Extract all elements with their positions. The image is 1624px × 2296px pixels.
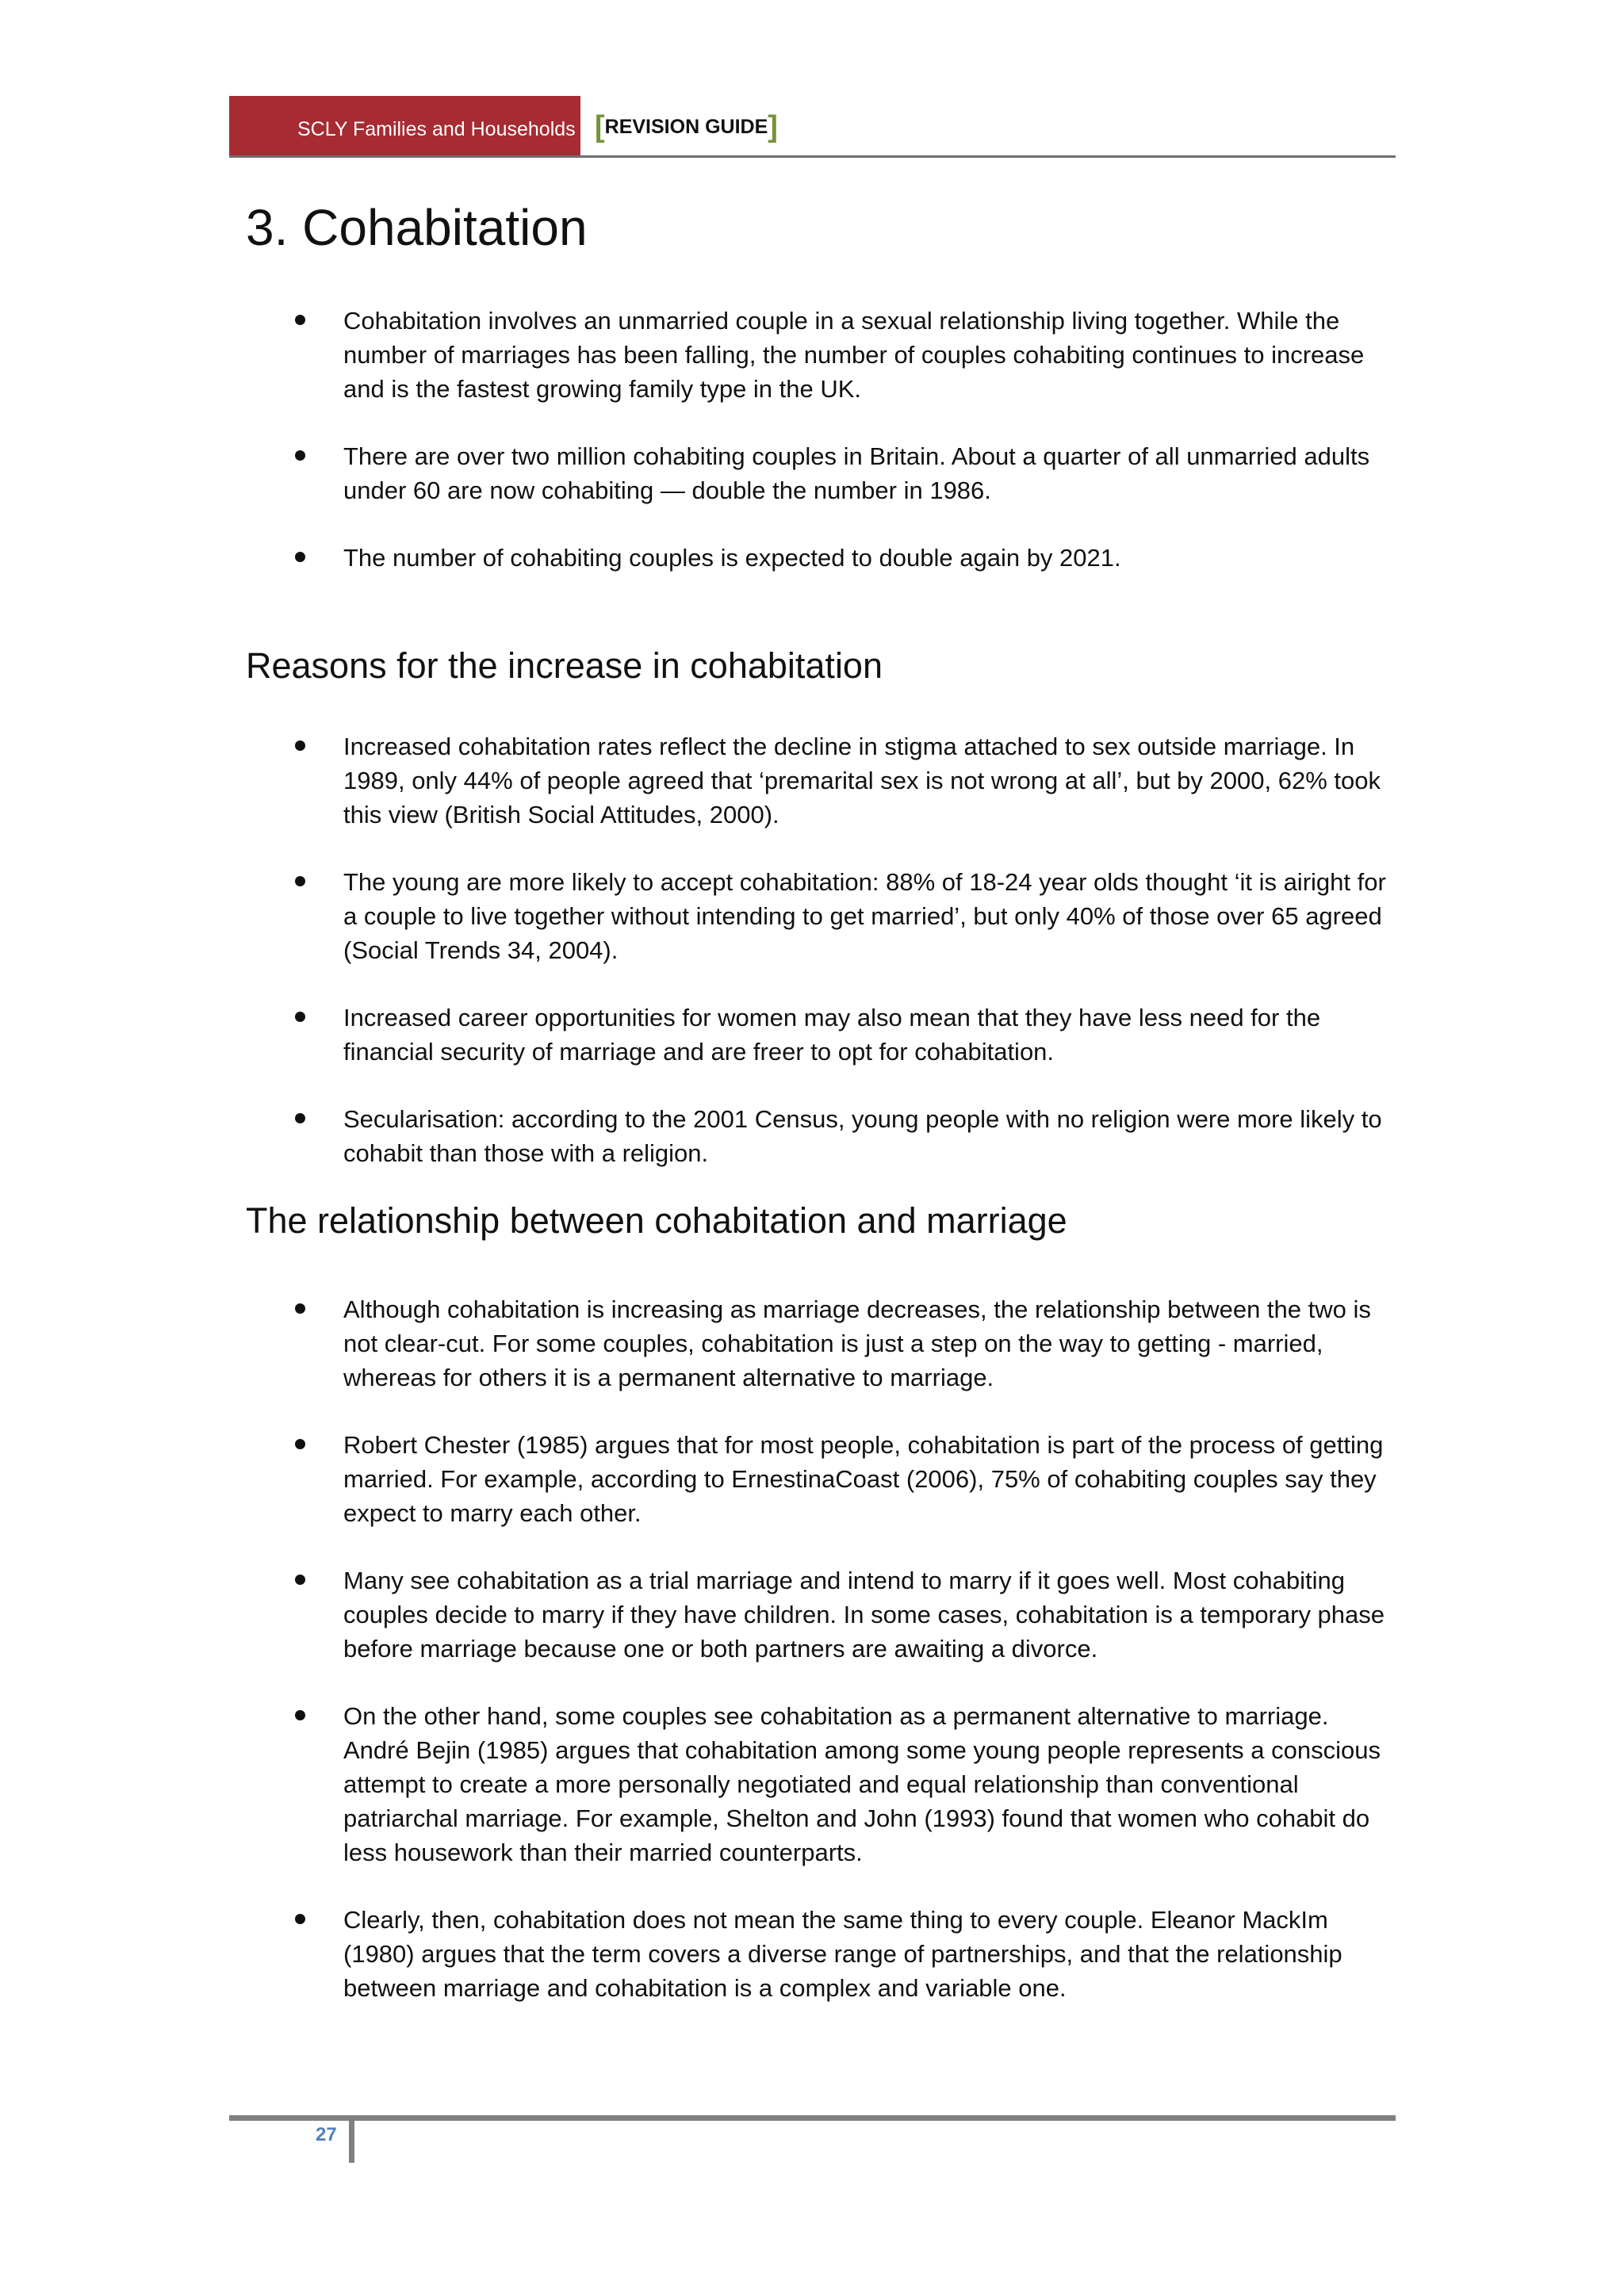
guide-bracket-close: ] xyxy=(768,110,778,144)
bullet-text: The young are more likely to accept cohabitation: 88% of 18-24 year olds thought ‘it is airight for a couple to live together without intending to get married’, but only 40% of those over 65 agreed (Social Trends 34, 2004). xyxy=(343,868,1386,964)
bullet-text: Secularisation: according to the 2001 Census, young people with no religion were more likely to cohabit than those with a religion. xyxy=(343,1105,1382,1167)
page-number: 27 xyxy=(316,2124,337,2145)
reasons-bullet xyxy=(293,865,1387,967)
bullet-text: On the other hand, some couples see cohabitation as a permanent alternative to marriage. André Bejin (1985) argues that cohabitation among some young people represents a conscious attempt to create a more personally negotiated and equal relationship than conventional patriarchal marriage. For example, Shelton and John (1993) found that women who cohabit do less housework than their married counterparts. xyxy=(343,1702,1381,1866)
bullet-text: Clearly, then, cohabitation does not mean the same thing to every couple. Eleanor MackIm (1980) argues that the term covers a diverse range of partnerships, and that the relationship between marriage and cohabitation is a complex and variable one. xyxy=(343,1906,1342,2002)
bullet-text: There are over two million cohabiting couples in Britain. About a quarter of all unmarried adults under 60 are now cohabiting — double the number in 1986. xyxy=(343,442,1370,504)
bullet-text: Increased career opportunities for women may also mean that they have less need for the financial security of marriage and are freer to opt for cohabitation. xyxy=(343,1004,1321,1066)
bullet-text: Many see cohabitation as a trial marriage and intend to marry if it goes well. Most cohabiting couples decide to marry if they have children. In some cases, cohabitation is a temporary phase before marriage because one or both partners are awaiting a divorce. xyxy=(343,1567,1385,1663)
revision-guide-label xyxy=(595,112,778,142)
bullet-point-icon xyxy=(295,1303,305,1314)
bullet-point-icon xyxy=(295,315,305,325)
guide-bracket-open: [ xyxy=(595,110,605,144)
reasons-bullet xyxy=(293,1102,1387,1170)
bullet-point-icon xyxy=(295,1914,305,1924)
bullet-text: The number of cohabiting couples is expected to double again by 2021. xyxy=(343,544,1121,572)
intro-bullet xyxy=(293,541,1387,575)
relationship-bullet xyxy=(293,1699,1387,1869)
bullet-point-icon xyxy=(295,1575,305,1585)
intro-bullet-list xyxy=(293,304,1387,575)
bullet-point-icon xyxy=(295,876,305,886)
relationship-heading: The relationship between cohabitation and marriage xyxy=(246,1200,1067,1241)
bullet-point-icon xyxy=(295,740,305,751)
relationship-bullet xyxy=(293,1563,1387,1666)
relationship-bullet xyxy=(293,1428,1387,1530)
bullet-point-icon xyxy=(295,1439,305,1449)
relationship-bullet xyxy=(293,1903,1387,2005)
bullet-text: Although cohabitation is increasing as marriage decreases, the relationship between the two is not clear-cut. For some couples, cohabitation is just a step on the way to getting - married, whereas for others it is a permanent alternative to marriage. xyxy=(343,1295,1371,1391)
bullet-point-icon xyxy=(295,1710,305,1720)
intro-bullet xyxy=(293,439,1387,507)
bullet-text: Robert Chester (1985) argues that for most people, cohabitation is part of the process of getting married. For example, according to ErnestinaCoast (2006), 75% of cohabiting couples say they expect to marry each other. xyxy=(343,1431,1384,1527)
bullet-point-icon xyxy=(295,1113,305,1123)
bullet-text: Increased cohabitation rates reflect the decline in stigma attached to sex outside marriage. In 1989, only 44% of people agreed that ‘premarital sex is not wrong at all’, but by 2000, 62% took this view (British Social Attitudes, 2000). xyxy=(343,733,1381,828)
footer-rule xyxy=(229,2115,1396,2121)
page-title: 3. Cohabitation xyxy=(246,199,588,256)
bullet-point-icon xyxy=(295,1012,305,1022)
relationship-bullet-list xyxy=(293,1292,1387,2005)
guide-label: REVISION GUIDE xyxy=(604,116,768,138)
reasons-heading: Reasons for the increase in cohabitation xyxy=(246,645,883,686)
bullet-text: Cohabitation involves an unmarried couple in a sexual relationship living together. While the number of marriages has been falling, the number of couples cohabiting continues to increase and is the fastest growing family type in the UK. xyxy=(343,307,1365,403)
course-title: SCLY Families and Households xyxy=(297,118,576,140)
reasons-bullet xyxy=(293,1001,1387,1069)
reasons-bullet xyxy=(293,729,1387,832)
footer-divider xyxy=(349,2115,354,2163)
reasons-bullet-list xyxy=(293,729,1387,1170)
intro-bullet xyxy=(293,304,1387,406)
header-rule xyxy=(229,155,1396,158)
bullet-point-icon xyxy=(295,450,305,461)
relationship-bullet xyxy=(293,1292,1387,1395)
bullet-point-icon xyxy=(295,552,305,562)
